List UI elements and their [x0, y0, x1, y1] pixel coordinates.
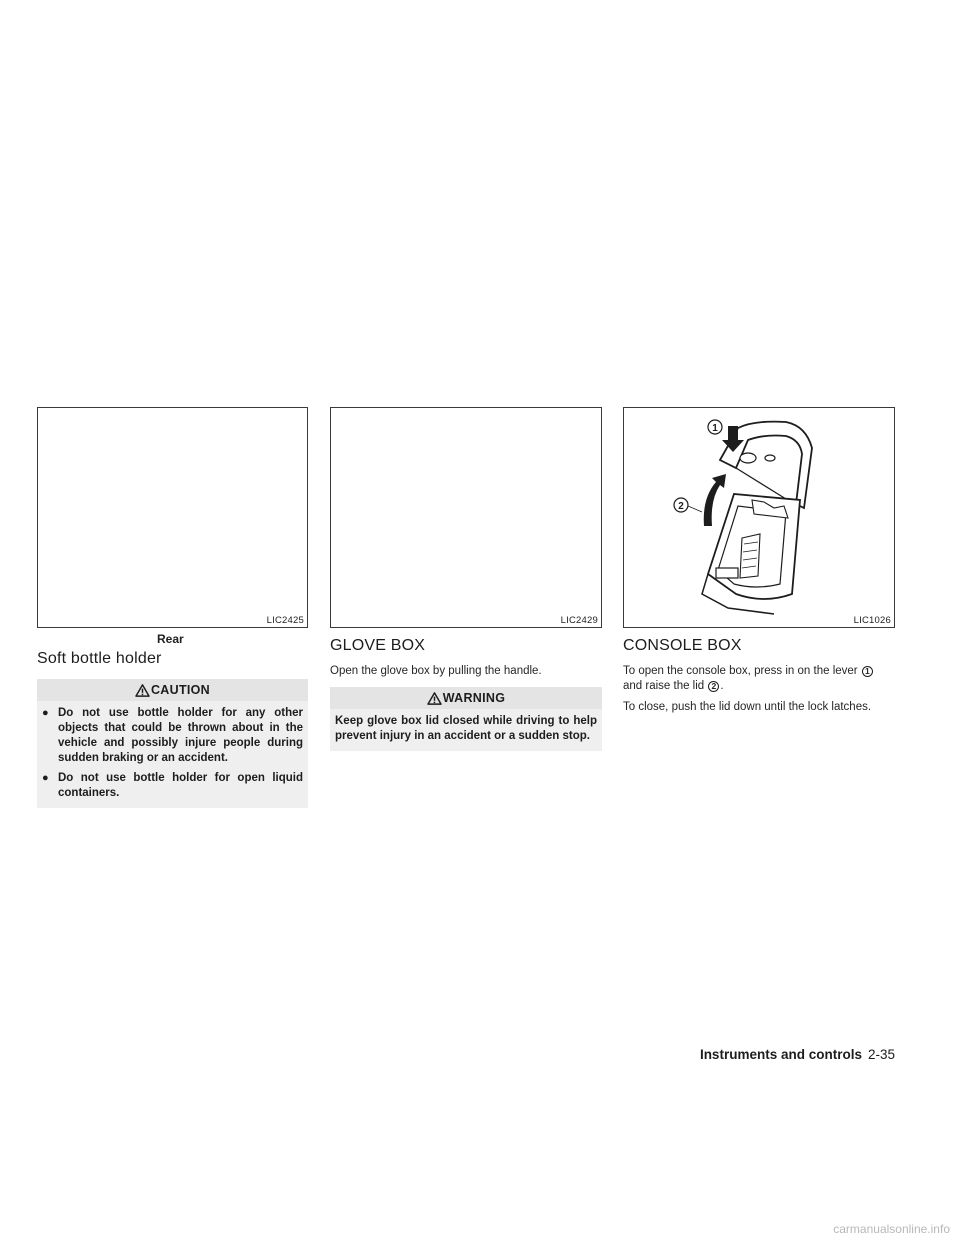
callout-number-2: 2 [708, 681, 719, 692]
console-box-close-instructions: To close, push the lid down until the lock latches. [623, 701, 872, 713]
caution-box [37, 679, 308, 808]
console-box-open-instructions [623, 664, 895, 694]
figure-console-box [623, 407, 895, 628]
section-heading-soft-bottle-holder: Soft bottle holder [37, 650, 162, 667]
warning-body [330, 709, 602, 751]
section-heading-glove-box: GLOVE BOX [330, 637, 426, 654]
figure-glove-box [330, 407, 602, 628]
callout-2: 2 [678, 501, 684, 512]
console-box-illustration [624, 408, 894, 627]
caution-body [37, 701, 308, 808]
warning-triangle-icon [135, 684, 150, 697]
callout-number-1: 1 [862, 666, 873, 677]
text-part: . [720, 680, 724, 692]
page-footer [700, 1047, 895, 1062]
caution-header [37, 679, 308, 701]
figure-code: LIC1026 [853, 615, 891, 626]
warning-label: WARNING [442, 691, 506, 705]
watermark: carmanualsonline.info [833, 1222, 950, 1236]
figure-bottle-holder [37, 407, 308, 628]
glove-box-instructions: Open the glove box by pulling the handle. [330, 665, 542, 677]
caution-text: Do not use bottle holder for open liquid containers. [58, 772, 303, 799]
warning-text: Keep glove box lid closed while driving to help prevent injury in an accident or a sudden stop. [335, 715, 597, 742]
bullet-icon: ● [42, 707, 49, 719]
figure-code: LIC2429 [560, 615, 598, 626]
list-item [42, 706, 303, 766]
section-heading-console-box: CONSOLE BOX [623, 637, 742, 654]
footer-section-title: Instruments and controls [699, 1047, 862, 1062]
warning-header [330, 687, 602, 709]
text-part: To open the console box, press in on the lever [623, 665, 858, 677]
raise-arrow-icon [704, 474, 726, 526]
figure-caption: Rear [157, 632, 184, 646]
warning-box [330, 687, 602, 751]
warning-triangle-icon [427, 692, 442, 705]
callout-1: 1 [712, 423, 718, 434]
bullet-icon: ● [42, 772, 49, 784]
page-number: 2-35 [867, 1047, 895, 1062]
text-part: and raise the lid [623, 680, 705, 692]
caution-label: CAUTION [150, 683, 211, 697]
figure-code: LIC2425 [266, 615, 304, 626]
caution-text: Do not use bottle holder for any other objects that could be thrown about in the vehicle and possibly injure people during sudden braking or an accident. [58, 707, 303, 764]
list-item [42, 771, 303, 801]
